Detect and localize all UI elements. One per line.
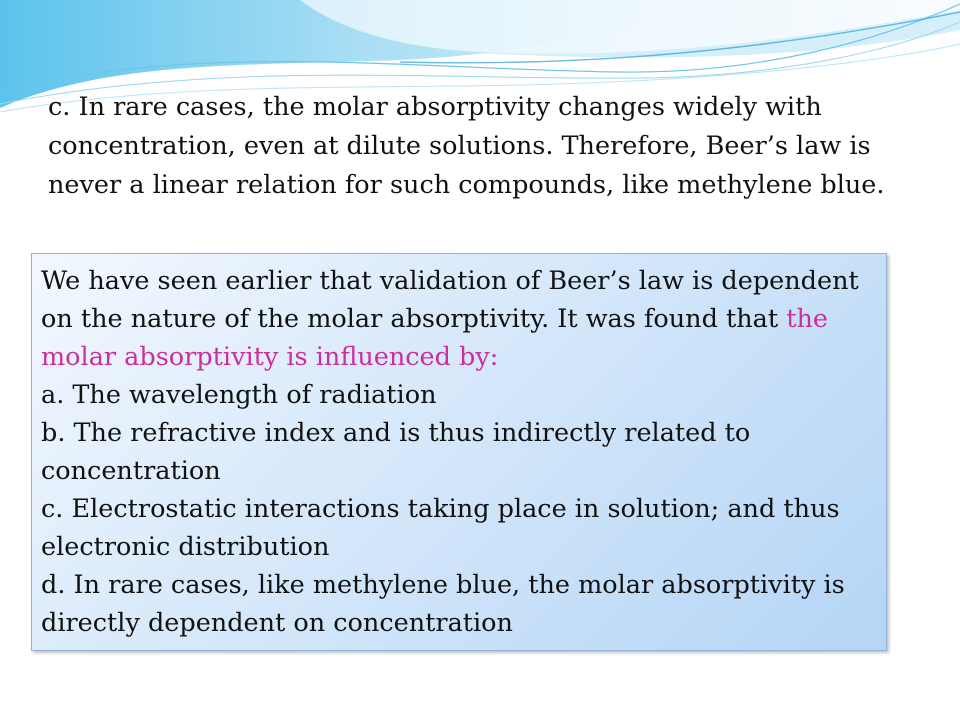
list-item-c: c. Electrostatic interactions taking place in solution; and thus electronic distribution	[41, 494, 840, 562]
list-item-d: d. In rare cases, like methylene blue, the molar absorptivity is directly dependent on concentration	[41, 570, 845, 638]
list-item-a: a. The wavelength of radiation	[41, 380, 437, 410]
list-item-b: b. The refractive index and is thus indirectly related to concentration	[41, 418, 751, 486]
info-box-intro	[41, 262, 876, 376]
info-box-intro-text: We have seen earlier that validation of Beer’s law is dependent on the nature of the molar absorptivity. It was found that	[41, 266, 859, 334]
info-box-highlight: the molar absorptivity is influenced by:	[41, 304, 829, 372]
top-paragraph: c. In rare cases, the molar absorptivity changes widely with concentration, even at dilute solutions. Therefore, Beer’s law is never a linear relation for such compounds, like methylene blue.	[48, 92, 885, 200]
info-box	[31, 253, 887, 651]
